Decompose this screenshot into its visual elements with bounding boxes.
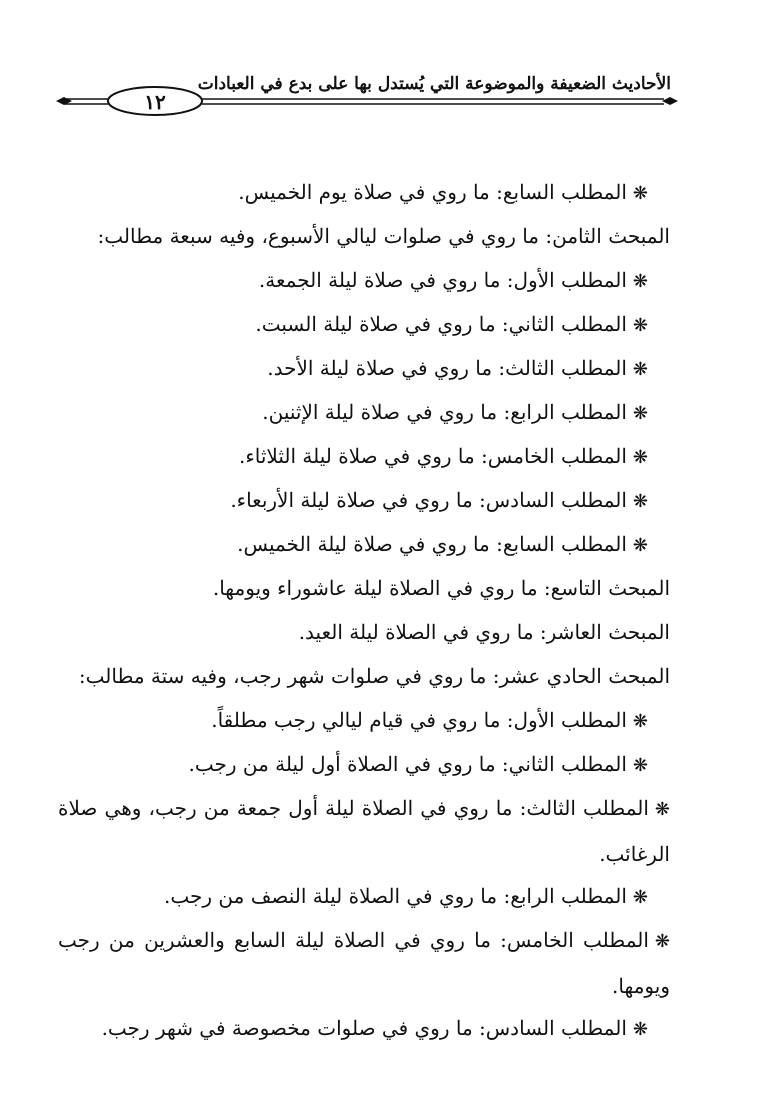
asterisk-bullet-icon: ❋ — [632, 887, 648, 908]
section-heading — [98, 214, 670, 258]
entry-text: المطلب الثالث: ما روي في الصلاة ليلة أول جمعة من رجب، وهي صلاة الرغائب. — [58, 796, 670, 866]
asterisk-bullet-icon: ❋ — [632, 447, 648, 468]
entry-text: المطلب الرابع: ما روي في الصلاة ليلة النصف من رجب. — [164, 884, 627, 908]
entry-text: المطلب الرابع: ما روي في صلاة ليلة الإثنين. — [262, 400, 627, 424]
list-item — [58, 918, 670, 1008]
asterisk-bullet-icon: ❋ — [632, 271, 648, 292]
list-item — [164, 874, 648, 920]
asterisk-bullet-icon: ❋ — [632, 1019, 648, 1040]
entry-text: المطلب السابع: ما روي في صلاة ليلة الخميس. — [237, 532, 627, 556]
entry-text: المطلب السابع: ما روي في صلاة يوم الخميس. — [238, 180, 627, 204]
list-item — [267, 346, 648, 392]
list-item — [237, 522, 648, 568]
list-item — [239, 434, 648, 480]
entry-text: المطلب الثاني: ما روي في الصلاة أول ليلة من رجب. — [188, 752, 627, 776]
list-item — [188, 742, 648, 788]
entry-text: المبحث التاسع: ما روي في الصلاة ليلة عاشوراء ويومها. — [212, 576, 670, 600]
entry-text: المبحث الثامن: ما روي في صلوات ليالي الأسبوع، وفيه سبعة مطالب: — [97, 224, 670, 248]
entry-text: المطلب السادس: ما روي في صلوات مخصوصة في شهر رجب. — [101, 1016, 627, 1040]
asterisk-bullet-icon: ❋ — [654, 931, 670, 952]
asterisk-bullet-icon: ❋ — [632, 535, 648, 556]
entry-text: المبحث الحادي عشر: ما روي في صلوات شهر رجب، وفيه ستة مطالب: — [78, 664, 670, 688]
asterisk-bullet-icon: ❋ — [632, 359, 648, 380]
list-item — [102, 1006, 648, 1052]
page-number: ١٢ — [144, 90, 166, 114]
entry-text: المطلب الأول: ما روي في صلاة ليلة الجمعة. — [258, 268, 627, 292]
asterisk-bullet-icon: ❋ — [632, 491, 648, 512]
asterisk-bullet-icon: ❋ — [654, 799, 670, 820]
entry-text: المبحث العاشر: ما روي في الصلاة ليلة العيد. — [298, 620, 670, 644]
asterisk-bullet-icon: ❋ — [632, 315, 648, 336]
asterisk-bullet-icon: ❋ — [632, 755, 648, 776]
list-item — [255, 302, 648, 348]
section-heading — [79, 654, 670, 698]
list-item — [211, 698, 648, 744]
section-heading — [213, 566, 670, 610]
running-title: الأحاديث الضعيفة والموضوعة التي يُستدل بها على بدع في العبادات — [197, 74, 671, 94]
entry-text: المطلب الثاني: ما روي في صلاة ليلة السبت. — [255, 312, 627, 336]
list-item — [259, 258, 648, 304]
page-header — [0, 0, 759, 125]
list-item — [230, 478, 648, 524]
asterisk-bullet-icon: ❋ — [632, 711, 648, 732]
section-heading — [299, 610, 670, 654]
asterisk-bullet-icon: ❋ — [632, 183, 648, 204]
list-item — [262, 390, 648, 436]
entry-text: المطلب الخامس: ما روي في صلاة ليلة الثلاثاء. — [239, 444, 627, 468]
entry-text: المطلب الثالث: ما روي في صلاة ليلة الأحد. — [267, 356, 627, 380]
entry-text: المطلب الأول: ما روي في قيام ليالي رجب مطلقاً. — [211, 708, 627, 732]
list-item — [238, 170, 648, 216]
list-item — [58, 786, 670, 876]
entry-text: المطلب السادس: ما روي في صلاة ليلة الأربعاء. — [230, 488, 627, 512]
entry-text: المطلب الخامس: ما روي في الصلاة ليلة السابع والعشرين من رجب ويومها. — [58, 928, 670, 998]
asterisk-bullet-icon: ❋ — [632, 403, 648, 424]
